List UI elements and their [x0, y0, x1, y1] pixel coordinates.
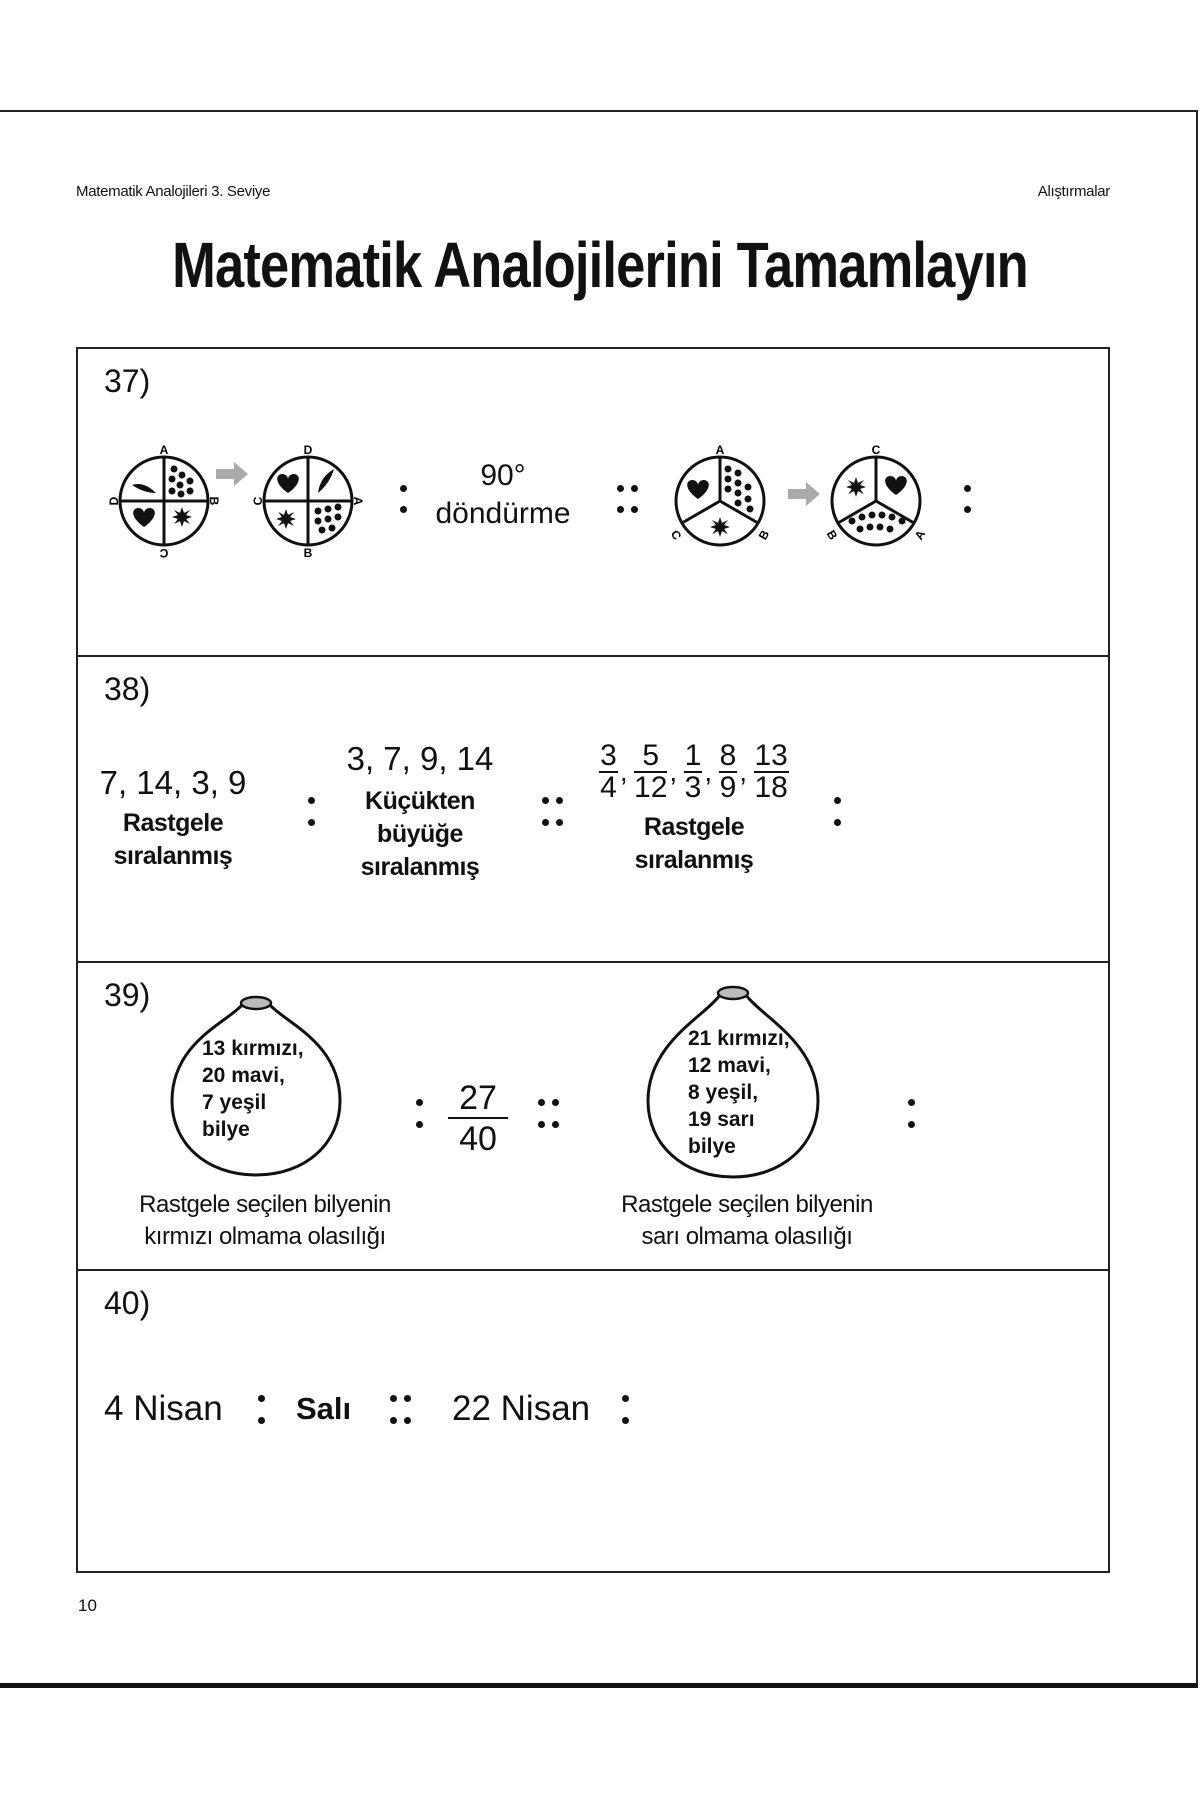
svg-text:B: B	[755, 527, 773, 543]
colon-dot	[416, 1099, 423, 1106]
colon-dot	[552, 1099, 559, 1106]
sector-circle-rotated	[816, 441, 936, 561]
bag2-contents: 21 kırmızı, 12 mavi, 8 yeşil, 19 sarı bilye	[688, 1027, 790, 1158]
page-number: 10	[78, 1596, 97, 1615]
question-number: 39)	[104, 977, 151, 1013]
header-right: Alıştırmalar	[1037, 183, 1110, 200]
colon-dot	[258, 1395, 265, 1402]
colon-dot	[390, 1395, 397, 1402]
colon-dot	[308, 797, 315, 804]
question-37	[78, 349, 1108, 657]
colon-dot	[617, 506, 624, 513]
date-a: 4 Nisan	[104, 1389, 223, 1428]
colon-dot	[390, 1417, 397, 1424]
colon-dot	[400, 485, 407, 492]
colon-dot	[908, 1099, 915, 1106]
colon-dot	[964, 485, 971, 492]
colon-dot	[556, 819, 563, 826]
colon-dot	[622, 1395, 629, 1402]
bag1-contents: 13 kırmızı, 20 mavi, 7 yeşil bilye	[202, 1037, 304, 1141]
fraction-sequence: $\frac{3}{4}$ , $\frac{5}{12}$ , $\frac{1}{3}$ , $\frac{8}{9}$ , $\frac{13}{18}$ Rastgele sıralanmış	[600, 739, 788, 874]
question-39	[78, 963, 1108, 1271]
colon-dot	[542, 797, 549, 804]
header-left: Matematik Analojileri 3. Seviye	[76, 183, 271, 200]
colon-dot	[538, 1099, 545, 1106]
svg-text:D: D	[303, 443, 313, 457]
svg-text:C: C	[251, 496, 265, 506]
colon-dot	[834, 819, 841, 826]
svg-text:B: B	[303, 546, 313, 560]
quadrant-circle-original	[104, 441, 224, 561]
svg-text:C: C	[667, 527, 685, 543]
svg-text:C: C	[159, 546, 169, 560]
svg-text:B: B	[207, 496, 221, 506]
question-number: 38)	[104, 671, 151, 707]
svg-text:A: A	[715, 443, 725, 457]
colon-dot	[552, 1121, 559, 1128]
question-number: 40)	[104, 1285, 151, 1321]
weekday: Salı	[296, 1391, 352, 1426]
colon-dot	[908, 1121, 915, 1128]
bag1-caption: Rastgele seçilen bilyenin kırmızı olmama olasılığı	[139, 1191, 391, 1250]
question-38	[78, 657, 1108, 963]
colon-dot	[964, 506, 971, 513]
colon-dot	[556, 797, 563, 804]
colon-dot	[617, 485, 624, 492]
quadrant-circle-rotated	[248, 441, 368, 561]
page-title: Matematik Analojilerini Tamamlayın	[172, 229, 1028, 301]
colon-dot	[258, 1417, 265, 1424]
svg-text:C: C	[871, 443, 881, 457]
colon-dot	[308, 819, 315, 826]
colon-dot	[622, 1417, 629, 1424]
svg-text:A: A	[159, 443, 169, 457]
colon-dot	[404, 1417, 411, 1424]
svg-text:B: B	[823, 527, 841, 543]
colon-dot	[538, 1121, 545, 1128]
question-40	[78, 1271, 1108, 1571]
svg-text:D: D	[107, 496, 121, 506]
colon-dot	[400, 506, 407, 513]
sector-circle-original	[660, 441, 780, 561]
colon-dot	[542, 819, 549, 826]
bag2-caption: Rastgele seçilen bilyenin sarı olmama olasılığı	[621, 1191, 873, 1250]
sorted-sequence: 3, 7, 9, 14 Küçükten büyüğe sıralanmış	[346, 740, 494, 881]
svg-text:A: A	[911, 527, 929, 543]
colon-dot	[834, 797, 841, 804]
rotation-label: 90° döndürme	[435, 459, 571, 530]
colon-dot	[631, 506, 638, 513]
random-sequence: 7, 14, 3, 9 Rastgele sıralanmış	[99, 764, 247, 870]
exercise-grid	[76, 347, 1110, 1573]
colon-dot	[416, 1121, 423, 1128]
svg-text:A: A	[351, 496, 365, 506]
colon-dot	[631, 485, 638, 492]
question-number: 37)	[104, 363, 151, 399]
probability-answer: 27 40	[448, 1079, 508, 1159]
date-c: 22 Nisan	[452, 1389, 591, 1428]
colon-dot	[404, 1395, 411, 1402]
